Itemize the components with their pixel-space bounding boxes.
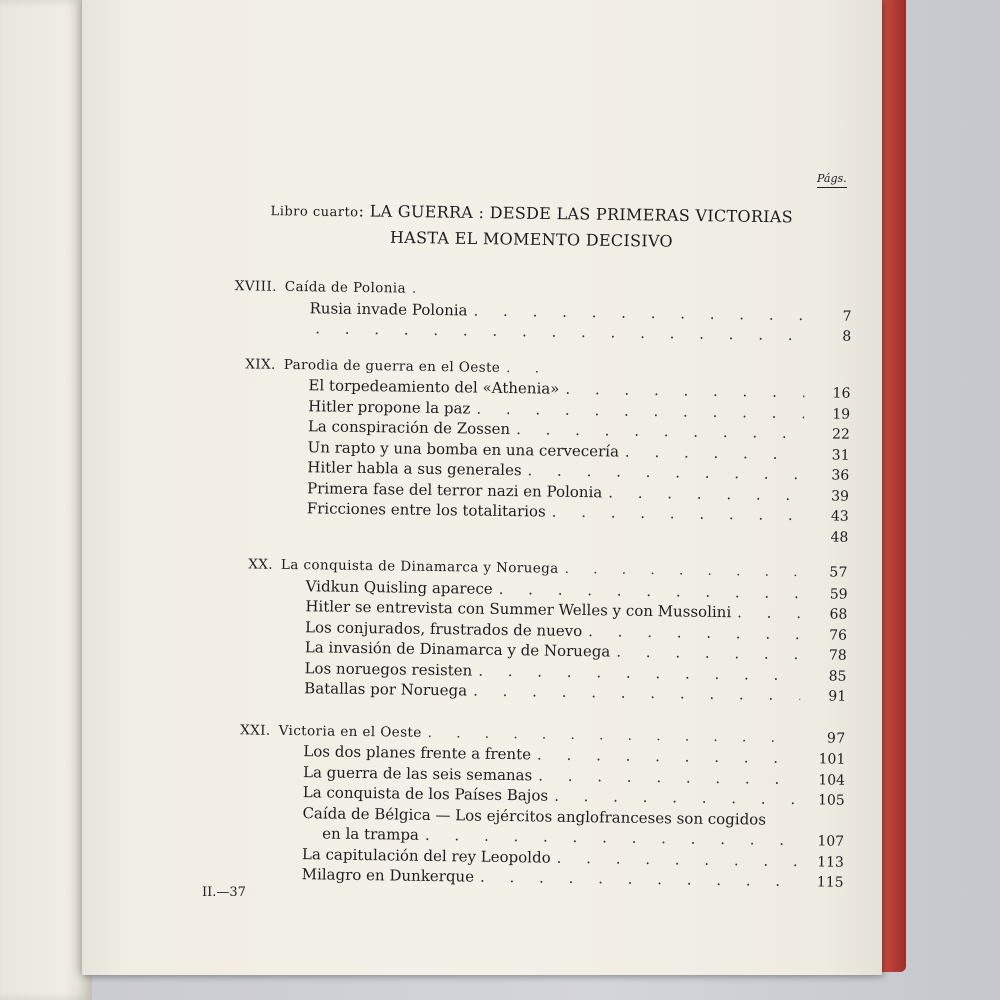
leader-dots xyxy=(737,602,801,623)
chapter-number: XVIII. xyxy=(234,278,277,295)
item-title: La invasión de Dinamarca y de Noruega xyxy=(304,638,611,661)
page-number: 39 xyxy=(831,488,850,505)
page-number: 59 xyxy=(829,586,848,603)
page-number: 8 xyxy=(842,328,852,345)
page-number: 31 xyxy=(831,447,850,464)
item-title: Vidkun Quisling aparece xyxy=(305,576,493,598)
book-page xyxy=(82,0,882,975)
chapter-number: XIX. xyxy=(245,355,276,373)
page-number: 68 xyxy=(829,606,848,623)
page-number: 107 xyxy=(817,833,845,850)
page-number: 48 xyxy=(830,529,849,546)
page-number: 104 xyxy=(818,771,846,789)
page-number: 101 xyxy=(818,751,846,768)
chapter-number: XX. xyxy=(248,556,274,573)
page-number: 76 xyxy=(829,627,848,644)
page-number: 7 xyxy=(842,308,852,325)
item-title: Milagro en Dunkerque xyxy=(301,865,475,886)
page-number: 57 xyxy=(829,564,849,581)
item-title: El torpedeamiento del «Athenia» xyxy=(308,376,560,398)
section-heading xyxy=(261,198,802,256)
leader-dots xyxy=(616,642,801,665)
leader-dots xyxy=(506,357,546,378)
page-signature: II.—37 xyxy=(202,885,246,900)
chapter-title: La conquista de Dinamarca y Noruega xyxy=(280,556,559,577)
page-number: 78 xyxy=(828,647,847,664)
page-number: 115 xyxy=(816,874,844,891)
chapter-number: XXI. xyxy=(240,721,271,739)
heading-title: : LA GUERRA : DESDE LAS PRIMERAS VICTORIAS xyxy=(358,201,794,227)
page-number: 105 xyxy=(817,792,845,809)
item-title: La conquista de los Países Bajos xyxy=(302,783,549,805)
table-of-contents xyxy=(214,276,852,892)
item-title: Primera fase del terror nazi en Polonia xyxy=(306,478,603,501)
leader-dots xyxy=(608,482,803,505)
item-title: Hitler propone la paz xyxy=(308,396,471,417)
chapter-title: Caída de Polonia xyxy=(284,278,407,297)
item-title: Rusia invade Polonia xyxy=(309,298,468,319)
item-title: Un rapto y una bomba en una cervecería xyxy=(307,437,620,461)
page-number xyxy=(436,293,476,294)
item-title: Los noruegos resisten xyxy=(304,658,473,680)
heading-line-2: HASTA EL MOMENTO DECISIVO xyxy=(389,227,674,251)
item-title-continued: en la trampa xyxy=(322,824,420,844)
item-title: La conspiración de Zossen xyxy=(307,417,511,439)
heading-prefix: Libro cuarto xyxy=(270,204,359,221)
chapter-title: Victoria en el Oeste xyxy=(278,722,422,741)
page-number: 43 xyxy=(830,508,849,525)
item-title: Fricciones entre los totalitarios xyxy=(306,499,546,521)
page-number: 16 xyxy=(832,385,851,402)
item-title: Caída de Bélgica — Los ejércitos anglofranceses son cogidos xyxy=(302,803,767,829)
page-number: 36 xyxy=(831,467,850,484)
item-title: La guerra de las seis semanas xyxy=(302,762,533,784)
item-title: Hitler se entrevista con Summer Welles y con Mussolini xyxy=(305,597,732,622)
item-title: Batallas por Noruega xyxy=(304,679,468,700)
item-title: La capitulación del rey Leopoldo xyxy=(301,844,551,867)
item-title: Los dos planes frente a frente xyxy=(303,742,532,764)
item-title: Los conjurados, frustrados de nuevo xyxy=(304,617,583,640)
page-number: 91 xyxy=(828,688,847,705)
page-number: 22 xyxy=(831,426,850,443)
left-page xyxy=(0,0,92,1000)
page-number xyxy=(552,372,592,373)
leader-dots xyxy=(412,279,430,300)
page-number: 85 xyxy=(828,668,847,685)
chapter-title: Parodia de guerra en el Oeste xyxy=(283,356,501,376)
item-title: Hitler habla a sus generales xyxy=(307,458,522,480)
page-number: 19 xyxy=(832,406,851,423)
leader-dots xyxy=(480,867,798,892)
page-number: 113 xyxy=(817,853,844,871)
leader-dots xyxy=(625,441,804,464)
pags-label: Págs. xyxy=(817,172,847,188)
page-number: 97 xyxy=(826,729,846,747)
